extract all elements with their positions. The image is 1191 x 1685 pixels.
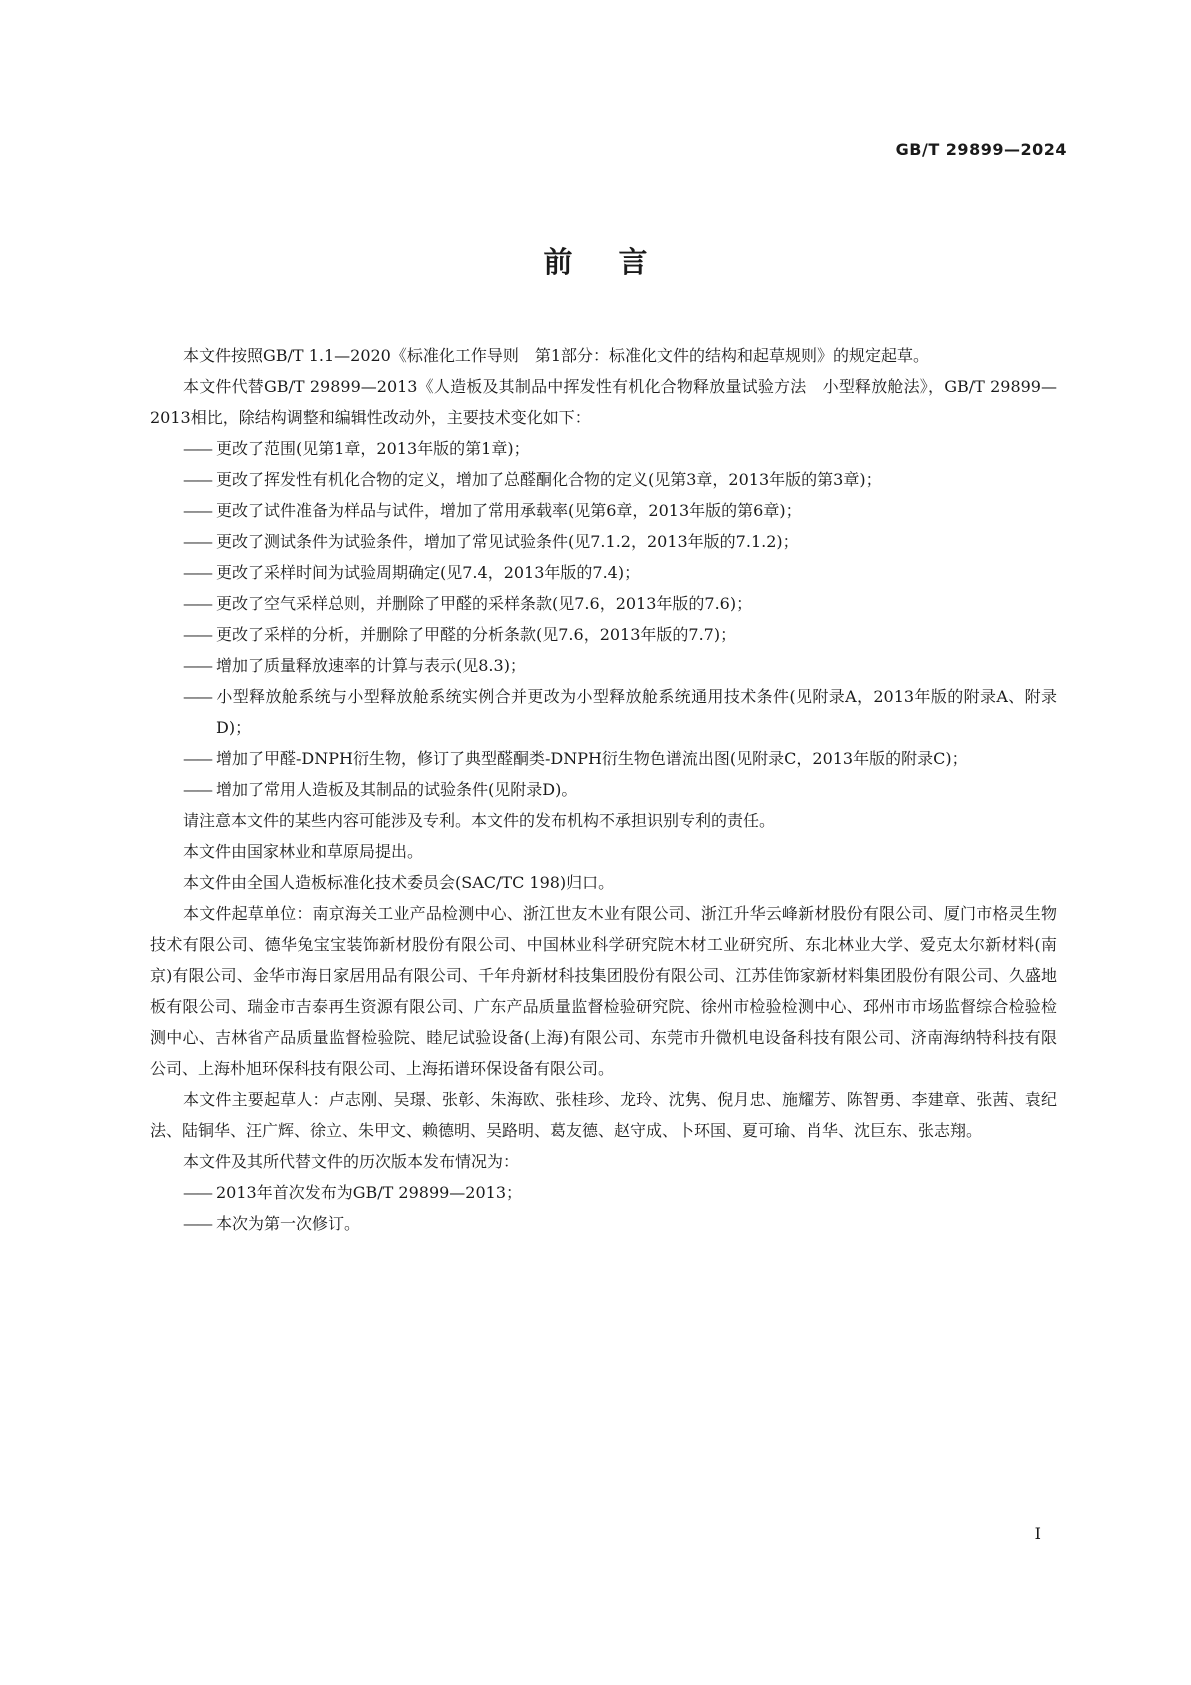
change-text: 更改了试件准备为样品与试件，增加了常用承载率(见第6章，2013年版的第6章)； [216,501,802,520]
document-body [150,340,1057,1239]
change-text: 小型释放舱系统与小型释放舱系统实例合并更改为小型释放舱系统通用技术条件(见附录A，2013年版的附录A、附录D)； [216,687,1057,737]
change-text: 更改了空气采样总则，并删除了甲醛的采样条款(见7.6，2013年版的7.6)； [216,594,753,613]
change-text: 更改了挥发性有机化合物的定义，增加了总醛酮化合物的定义(见第3章，2013年版的第3章)； [216,470,882,489]
change-item [150,743,1057,774]
change-item [150,650,1057,681]
change-text: 更改了采样时间为试验周期确定(见7.4，2013年版的7.4)； [216,563,641,582]
dash-mark: —— [183,687,211,706]
history-item [150,1208,1057,1239]
change-item [150,588,1057,619]
change-item [150,774,1057,805]
change-item [150,526,1057,557]
change-text: 更改了采样的分析，并删除了甲醛的分析条款(见7.6，2013年版的7.7)； [216,625,737,644]
paragraph-proposer: 本文件由国家林业和草原局提出。 [183,842,424,861]
paragraph-drafters: 本文件主要起草人：卢志刚、吴璟、张彰、朱海欧、张桂珍、龙玲、沈隽、倪月忠、施耀芳、陈智勇、李建章、张茜、袁纪法、陆铜华、汪广辉、徐立、朱甲文、赖德明、吴路明、葛友德、赵守成、卜环国、夏可瑜、肖华、沈巨东、张志翔。 [150,1090,1057,1140]
change-item [150,464,1057,495]
change-text: 更改了测试条件为试验条件，增加了常见试验条件(见7.1.2，2013年版的7.1.2)； [216,532,799,551]
change-item [150,557,1057,588]
change-text: 增加了质量释放速率的计算与表示(见8.3)； [216,656,526,675]
dash-mark: —— [183,594,211,613]
paragraph-drafting-rules: 本文件按照GB/T 1.1—2020《标准化工作导则 第1部分：标准化文件的结构和起草规则》的规定起草。 [183,346,930,365]
dash-mark: —— [183,656,211,675]
page-title: 前言 [543,245,694,279]
dash-mark: —— [183,563,211,582]
dash-mark: —— [183,439,211,458]
history-text: 2013年首次发布为GB/T 29899—2013； [216,1183,523,1202]
change-text: 增加了甲醛-DNPH衍生物，修订了典型醛酮类-DNPH衍生物色谱流出图(见附录C，2013年版的附录C)； [216,749,968,768]
standard-code: GB/T 29899—2024 [895,140,1067,159]
paragraph-replacement: 本文件代替GB/T 29899—2013《人造板及其制品中挥发性有机化合物释放量试验方法 小型释放舱法》，GB/T 29899—2013相比，除结构调整和编辑性改动外，主要技术变化如下： [150,377,1057,427]
page-number: I [1034,1524,1041,1543]
dash-mark: —— [183,749,211,768]
change-text: 更改了范围(见第1章，2013年版的第1章)； [216,439,530,458]
change-item [150,433,1057,464]
dash-mark: —— [183,780,211,799]
change-item [150,495,1057,526]
paragraph-history-intro: 本文件及其所代替文件的历次版本发布情况为： [183,1152,520,1171]
paragraph-committee: 本文件由全国人造板标准化技术委员会(SAC/TC 198)归口。 [183,873,615,892]
change-item [150,619,1057,650]
change-item [150,681,1057,743]
dash-mark: —— [183,1214,211,1233]
change-text: 增加了常用人造板及其制品的试验条件(见附录D)。 [216,780,578,799]
paragraph-drafting-units: 本文件起草单位：南京海关工业产品检测中心、浙江世友木业有限公司、浙江升华云峰新材股份有限公司、厦门市格灵生物技术有限公司、德华兔宝宝装饰新材股份有限公司、中国林业科学研究院木材工业研究所、东北林业大学、爱克太尔新材料(南京)有限公司、金华市海日家居用品有限公司、千年舟新材科技集团股份有限公司、江苏佳饰家新材料集团股份有限公司、久盛地板有限公司、瑞金市吉泰再生资源有限公司、广东产品质量监督检验研究院、徐州市检验检测中心、邳州市市场监督综合检验检测中心、吉林省产品质量监督检验院、睦尼试验设备(上海)有限公司、东莞市升微机电设备科技有限公司、济南海纳特科技有限公司、上海朴旭环保科技有限公司、上海拓谱环保设备有限公司。 [150,904,1057,1078]
dash-mark: —— [183,501,211,520]
dash-mark: —— [183,1183,211,1202]
dash-mark: —— [183,625,211,644]
history-item [150,1177,1057,1208]
dash-mark: —— [183,532,211,551]
dash-mark: —— [183,470,211,489]
history-text: 本次为第一次修订。 [216,1214,361,1233]
paragraph-patent-notice: 请注意本文件的某些内容可能涉及专利。本文件的发布机构不承担识别专利的责任。 [183,811,776,830]
